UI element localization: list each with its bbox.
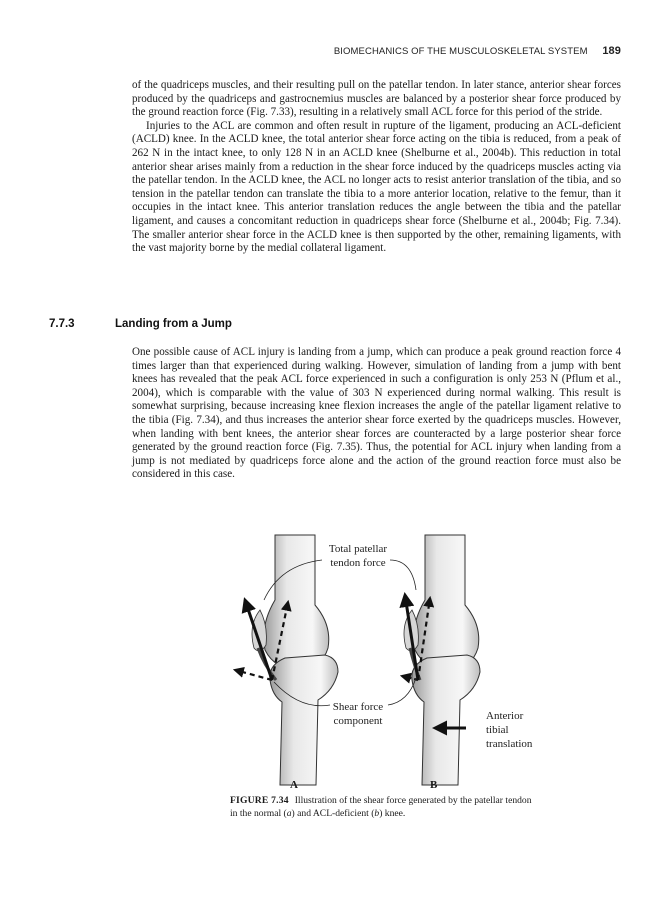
paragraph-2: Injuries to the ACL are common and often result in rupture of the ligament, producing an ACL-deficient (ACLD) knee. In the ACLD knee, the total anterior shear force acting on the tibia is reduced, from a peak of 262 N in the intact knee, to only 128 N in an ACLD knee (Shelburne et al., 2004b). This reduction in total anterior shear arises mainly from a reduction in the shear force induced by the quadriceps muscles acting via the patellar tendon. In the ACLD knee, the ACL no longer acts to resist anterior translation of the tibia, and so tension in the patellar tendon can translate the tibia to a more anterior location, relative to the femur, than it occupies in the intact knee. This anterior translation reduces the angle between the tibia and the patellar ligament, and causes a concomitant reduction in quadriceps shear force (Shelburne et al., 2004b; Fig. 7.34). The smaller anterior shear force in the ACLD knee is then supported by the other, remaining ligaments, with the vast majority borne by the medial collateral ligament. <box>132 119 621 255</box>
annotation-anterior-line2: tibial <box>486 724 509 736</box>
figure-7-34 <box>230 530 550 790</box>
annotation-shear-line2: component <box>333 715 383 727</box>
panel-label-a: A <box>290 779 298 791</box>
caption-b: b <box>374 807 380 819</box>
section-number: 7.7.3 <box>49 318 75 330</box>
caption-a: a <box>286 807 292 819</box>
knee-illustration <box>230 530 550 790</box>
body-text-lower <box>132 346 621 482</box>
annotation-line-shear-b <box>388 678 416 705</box>
caption-text-1: Illustration of the shear force generated by the patellar tendon in the normal ( <box>230 795 532 819</box>
caption-label: FIGURE 7.34 <box>230 795 289 806</box>
annotation-anterior-line1: Anterior <box>486 710 524 722</box>
paragraph-1: of the quadriceps muscles, and their resulting pull on the patellar tendon. In later stance, anterior shear forces produced by the quadriceps and gastrocnemius muscles are balanced by a posterior shear force produced by the ground reaction force (Fig. 7.33), resulting in a relatively small ACL force for this period of the stride. <box>132 79 621 119</box>
page-number: 189 <box>602 45 621 57</box>
annotation-shear-line1: Shear force <box>332 701 384 713</box>
section-heading <box>49 318 232 330</box>
body-text-upper <box>132 79 621 256</box>
annotation-top-line1: Total patellar <box>328 543 388 555</box>
paragraph-3: One possible cause of ACL injury is landing from a jump, which can produce a peak ground reaction force 4 times larger than that experienced during walking. However, simulation of landing from a jump with bent knees has revealed that the peak ACL force experienced in such a configuration is only 253 N (Pflum et al., 2004), which is comparable with the value of 303 N experienced during normal walking. This result is somewhat surprising, because increasing knee flexion increases the angle of the patellar ligament relative to the tibia (Fig. 7.34), and thus increases the anterior shear force exerted by the quadriceps muscles. However, when landing with bent knees, the anterior shear forces are counteracted by a large posterior shear force generated by the ground reaction force (Fig. 7.35). Thus, the potential for ACL injury when landing from a jump is not mediated by quadriceps force alone and the action of the ground reaction force must also be considered in this case. <box>132 346 621 481</box>
shear-component-a <box>235 670 272 680</box>
femur-a <box>264 535 329 670</box>
annotation-anterior-line3: translation <box>486 738 533 750</box>
knee-panel-a <box>235 535 338 785</box>
tibia-b <box>412 655 480 785</box>
running-header <box>334 45 621 57</box>
annotation-top-line2: tendon force <box>330 557 386 569</box>
annotation-line-top-b <box>390 560 416 590</box>
section-title: Landing from a Jump <box>115 318 232 330</box>
tibia-a <box>270 655 338 785</box>
caption-text-3: ) knee. <box>379 807 406 819</box>
panel-label-b: B <box>430 779 438 791</box>
running-title: BIOMECHANICS OF THE MUSCULOSKELETAL SYSTEM <box>333 46 588 57</box>
caption-text-2: ) and ACL-deficient ( <box>291 807 375 819</box>
figure-caption <box>230 795 540 820</box>
knee-panel-b <box>388 535 480 785</box>
